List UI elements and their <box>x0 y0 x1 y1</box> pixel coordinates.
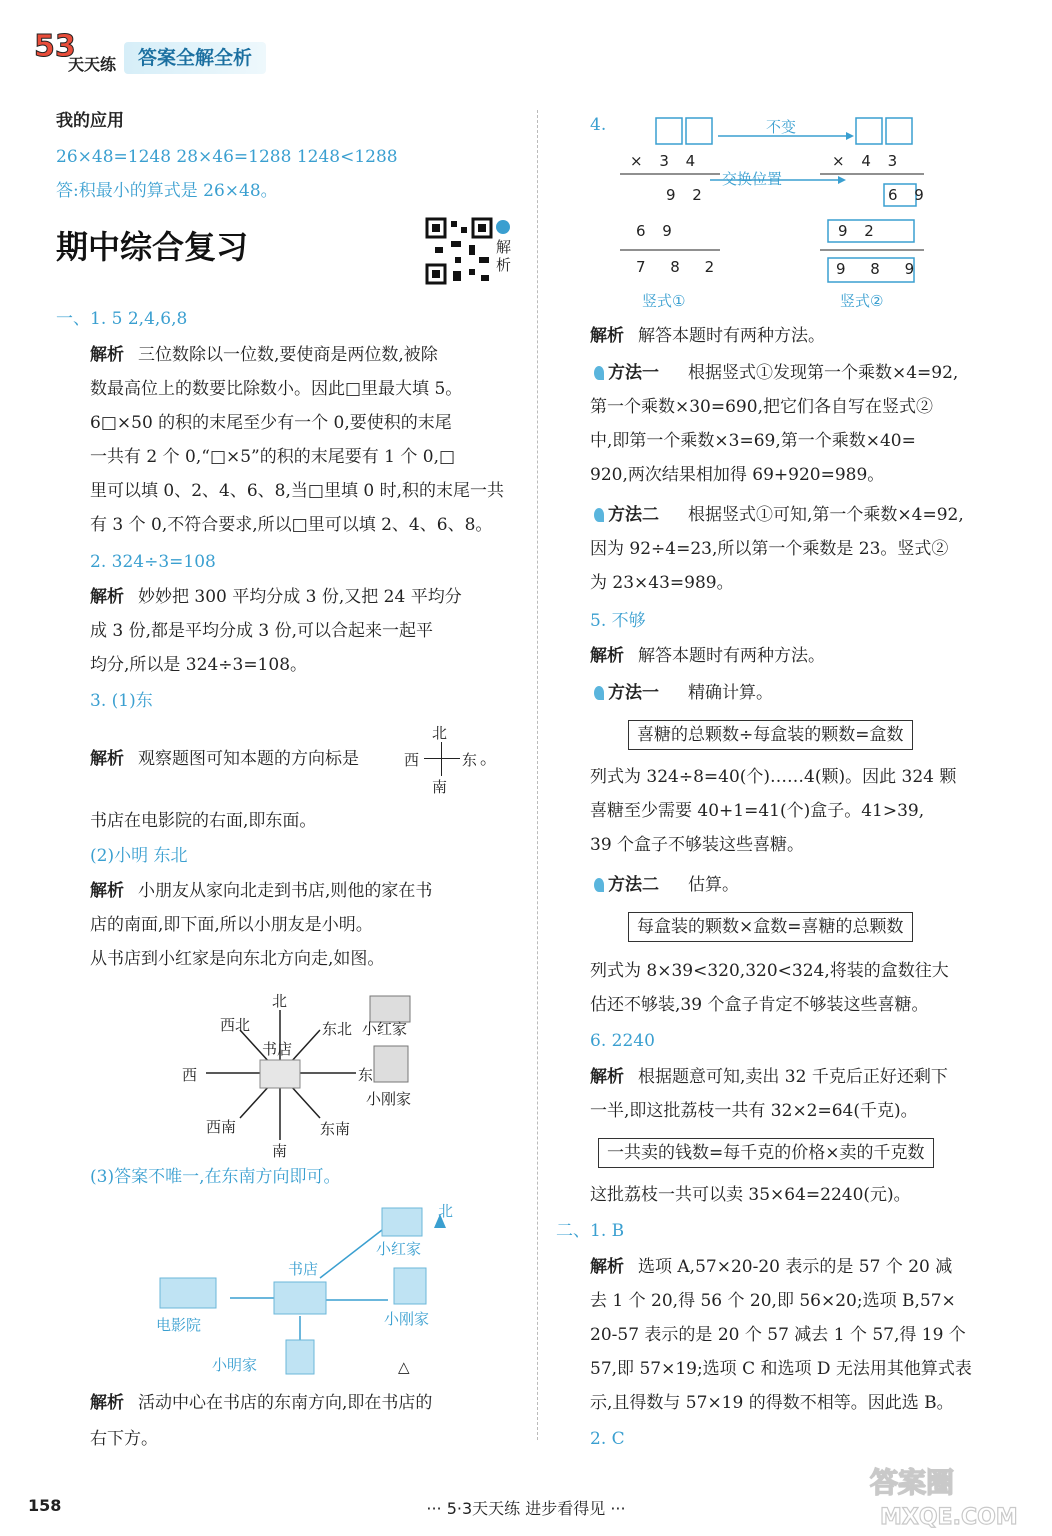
q3-3-line: 右下方。 <box>90 1429 158 1449</box>
q2-line: 均分,所以是 324÷3=108。 <box>90 655 308 675</box>
q5-jx-label: 解析 <box>590 646 624 666</box>
q3-3-answer: (3)答案不唯一,在东南方向即可。 <box>90 1167 341 1187</box>
qr-code-icon <box>425 217 493 285</box>
q2-line: 妙妙把 300 平均分成 3 份,又把 24 平均分 <box>138 587 462 607</box>
s2-q1-line: 去 1 个 20,得 56 个 20,即 56×20;选项 B,57× <box>590 1291 956 1311</box>
s2-q1-line: 20-57 表示的是 20 个 57 减去 1 个 57,得 19 个 <box>590 1325 966 1345</box>
q6-jx-label: 解析 <box>590 1067 624 1087</box>
formula-box: 每盒装的颗数×盒数=喜糖的总颗数 <box>628 912 913 942</box>
vertical-calculation: 不变 × 3 4 × 4 3 9 2 交换位置 6 9 6 9 9 2 7 8 2 9 8 9 竖式① 竖式② <box>630 118 930 310</box>
q4-number: 4. <box>590 115 607 135</box>
app-line-2: 答:积最小的算式是 26×48。 <box>56 181 278 201</box>
page-number: 158 <box>28 1496 62 1515</box>
q3-2-line: 从书店到小红家是向东北方向走,如图。 <box>90 949 385 969</box>
q1-line: 6□×50 的积的末尾至少有一个 0,要使积的末尾 <box>90 413 452 433</box>
q3-jx-label: 解析 <box>90 749 124 769</box>
q1-line: 里可以填 0、2、4、6、8,当□里填 0 时,积的末尾一共 <box>90 481 504 501</box>
q3-line-1: 观察题图可知本题的方向标是 <box>138 749 359 769</box>
map-diagram: 北 书店 电影院 小红家 小刚家 小明家 △ <box>156 1202 454 1376</box>
q3-2-jx-label: 解析 <box>90 881 124 901</box>
q5-m1-line: 喜糖至少需要 40+1=41(个)盒子。41>39, <box>590 801 925 821</box>
q4-m1-line: 920,两次结果相加得 69+920=989。 <box>590 465 885 485</box>
q4-m2-line: 为 23×43=989。 <box>590 573 734 593</box>
svg-text:MXQE.COM: MXQE.COM <box>880 1505 1018 1530</box>
q5-answer: 5. 不够 <box>590 611 646 631</box>
q5-m1-line: 39 个盒子不够装这些喜糖。 <box>590 835 805 855</box>
q2-line: 成 3 份,都是平均分成 3 份,可以合起来一起平 <box>90 621 434 641</box>
q3-3-jx-label: 解析 <box>90 1393 124 1413</box>
s2-q1-line: 示,且得数与 57×19 的得数不相等。因此选 B。 <box>590 1393 954 1413</box>
column-divider <box>537 110 538 1440</box>
q4-jx-label: 解析 <box>590 326 624 346</box>
formula-box: 喜糖的总颗数÷每盒装的颗数=盒数 <box>628 720 913 750</box>
q1-answer: 一、1. 5 2,4,6,8 <box>56 309 188 329</box>
s2-q2-answer: 2. C <box>590 1429 625 1449</box>
compass-diagram: 北 南 西 东 西北 东北 西南 东南 书店 小红家 小刚家 <box>182 992 412 1160</box>
mini-compass: 北 西 东 南 <box>404 724 478 796</box>
q3-answer: 3. (1)东 <box>90 691 153 711</box>
header-title: 答案全解全析 <box>124 42 266 74</box>
q6-line: 一半,即这批荔枝一共有 32×2=64(千克)。 <box>590 1101 918 1121</box>
play-icon <box>496 220 510 234</box>
qr-label: 解析 <box>496 238 512 274</box>
q3-line-2: 书店在电影院的右面,即东面。 <box>90 811 317 831</box>
method-icon <box>594 686 604 700</box>
svg-text:天天练: 天天练 <box>68 55 117 74</box>
s2-q1-answer: 二、1. B <box>556 1221 625 1241</box>
app-title: 我的应用 <box>56 111 124 131</box>
q3-2-line: 小朋友从家向北走到书店,则他的家在书 <box>138 881 433 901</box>
q5-m1-text: 精确计算。 <box>688 683 773 703</box>
q1-jx-label: 解析 <box>90 345 124 365</box>
method-icon <box>594 878 604 892</box>
q5-intro: 解答本题时有两种方法。 <box>638 646 825 666</box>
svg-text:53: 53 <box>34 29 76 64</box>
q5-m2-line: 列式为 8×39<320,320<324,将装的盒数往大 <box>590 961 949 981</box>
q4-method-1-label: 方法一 <box>594 362 659 384</box>
q4-m1-line: 中,即第一个乘数×3=69,第一个乘数×40= <box>590 431 916 451</box>
s2-q1-line: 选项 A,57×20-20 表示的是 57 个 20 减 <box>638 1257 953 1277</box>
section-title: 期中综合复习 <box>56 228 249 266</box>
formula-box: 一共卖的钱数=每千克的价格×卖的千克数 <box>598 1138 934 1168</box>
app-line-1: 26×48=1248 28×46=1288 1248<1288 <box>56 147 398 167</box>
q6-last: 这批荔枝一共可以卖 35×64=2240(元)。 <box>590 1185 911 1205</box>
q1-line: 数最高位上的数要比除数小。因此□里最大填 5。 <box>90 379 463 399</box>
svg-text:答案圈: 答案圈 <box>870 1466 955 1499</box>
q4-intro: 解答本题时有两种方法。 <box>638 326 825 346</box>
method-icon <box>594 366 604 380</box>
q4-m1-line: 第一个乘数×30=690,把它们各自写在竖式② <box>590 397 933 417</box>
q1-line: 有 3 个 0,不符合要求,所以□里可以填 2、4、6、8。 <box>90 515 493 535</box>
q4-m1-line: 根据竖式①发现第一个乘数×4=92, <box>688 363 959 383</box>
q2-jx-label: 解析 <box>90 587 124 607</box>
q5-m1-line: 列式为 324÷8=40(个)……4(颗)。因此 324 颗 <box>590 767 957 787</box>
q5-method-2-label: 方法二 <box>594 874 659 896</box>
q6-answer: 6. 2240 <box>590 1031 655 1051</box>
q5-method-1-label: 方法一 <box>594 682 659 704</box>
footer-slogan: ··· 5·3天天练 进步看得见 ··· <box>426 1499 626 1518</box>
q3-3-line: 活动中心在书店的东南方向,即在书店的 <box>138 1393 433 1413</box>
q5-m2-line: 估还不够装,39 个盒子肯定不够装这些喜糖。 <box>590 995 929 1015</box>
q4-m2-line: 因为 92÷4=23,所以第一个乘数是 23。竖式② <box>590 539 949 559</box>
q3-2-line: 店的南面,即下面,所以小朋友是小明。 <box>90 915 373 935</box>
q4-m2-line: 根据竖式①可知,第一个乘数×4=92, <box>688 505 964 525</box>
method-icon <box>594 508 604 522</box>
q4-method-2-label: 方法二 <box>594 504 659 526</box>
q1-line: 一共有 2 个 0,“□×5”的积的末尾要有 1 个 0,□ <box>90 447 456 467</box>
q5-m2-text: 估算。 <box>688 875 739 895</box>
watermark-logo <box>860 1460 1035 1530</box>
q2-answer: 2. 324÷3=108 <box>90 552 216 572</box>
q1-line: 三位数除以一位数,要使商是两位数,被除 <box>138 345 438 365</box>
q3-2-answer: (2)小明 东北 <box>90 846 188 866</box>
brand-logo <box>30 22 118 78</box>
s2-q1-jx-label: 解析 <box>590 1257 624 1277</box>
s2-q1-line: 57,即 57×19;选项 C 和选项 D 无法用其他算式表 <box>590 1359 972 1379</box>
q6-line: 根据题意可知,卖出 32 千克后正好还剩下 <box>638 1067 948 1087</box>
